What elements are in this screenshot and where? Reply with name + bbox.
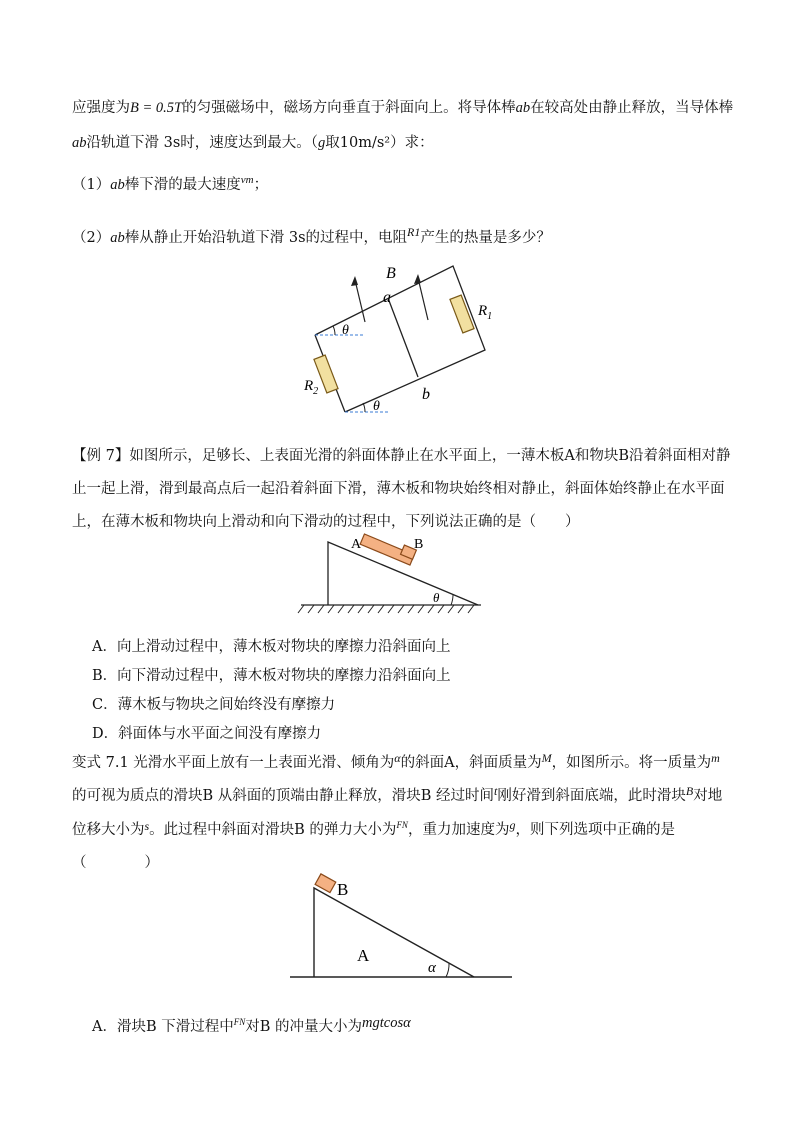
option-a: A．向上滑动过程中，薄木板对物块的摩擦力沿斜面向上 [92, 639, 451, 655]
b-arrow-2 [418, 278, 428, 320]
angle-arc-alpha [446, 963, 449, 977]
label-alpha: α [428, 960, 436, 976]
label-theta-2: θ [373, 399, 380, 414]
variant71-option-a: A．滑块B 下滑过程中$^{FN}$对B 的冲量大小为mgtcosα [92, 1015, 411, 1035]
label-r1: $R_1$ [478, 303, 493, 322]
var-vm: vm [240, 174, 254, 186]
problem6-line2: ab沿轨道下滑 3s时，速度达到最大。（g取10m/s²）求： [72, 135, 434, 151]
incline-figure-var71 [290, 868, 515, 983]
label-b-field: B [386, 265, 396, 282]
problem6-line1: 应强度为B = 0.5T的匀强磁场中，磁场方向垂直于斜面向上。将导体棒ab在较高处由静止释放，当导体棒 [72, 100, 734, 116]
variant71-line2: 的可视为质点的滑块B 从斜面的顶端由静止释放，滑块B 经过时间$^t$刚好滑到斜面底端，此时滑块$^B$对地 [72, 784, 723, 804]
option-b: B．向下滑动过程中，薄木板对物块的摩擦力沿斜面向上 [92, 668, 451, 684]
formula-b-field: B = 0.5T [130, 100, 183, 116]
angle-arc-1 [333, 326, 335, 335]
incline-figure-ex7 [296, 530, 486, 620]
example7-tag: 【例 7】 [72, 448, 130, 464]
var-r1: R1 [407, 225, 421, 239]
b-arrow-1 [355, 280, 365, 322]
ground-hatch [298, 605, 474, 613]
rod-ab [388, 298, 418, 377]
angle-arc-theta [451, 595, 453, 605]
label-theta: θ [433, 590, 440, 605]
label-r2: $R_2$ [304, 378, 319, 397]
example7-line3: 上，在薄木板和物块向上滑动和向下滑动的过程中，下列说法正确的是（ ） [72, 514, 580, 530]
label-theta-1: θ [342, 323, 349, 338]
incline-a [314, 888, 474, 977]
label-a: A [357, 946, 370, 965]
angle-arc-2 [363, 403, 365, 412]
label-b: B [414, 537, 424, 552]
option-d: D．斜面体与水平面之间没有摩擦力 [92, 726, 322, 742]
label-b: b [422, 386, 430, 403]
variant71-line1: 变式 7.1 光滑水平面上放有一上表面光滑、倾角为$^\alpha$的斜面A，斜面质量为$^M$，如图所示。将一质量为$^m$ [72, 751, 720, 771]
variant71-line4: （ ） [72, 855, 159, 871]
formula-impulse: mgtcosα [362, 1015, 411, 1031]
resistor-r1 [450, 295, 474, 333]
example7-line1: 【例 7】如图所示，足够长、上表面光滑的斜面体静止在水平面上，一薄木板A和物块B沿着斜面相对静 [72, 448, 731, 464]
example7-line2: 止一起上滑，滑到最高点后一起沿着斜面下滑，薄木板和物块始终相对静止，斜面体始终静止在水平面 [72, 481, 725, 497]
label-a: a [383, 289, 391, 306]
label-a: A [351, 537, 362, 552]
variant71-line3: 位移大小为$^s$。此过程中斜面对滑块B 的弹力大小为$^{FN}$，重力加速度为$^g$，则下列选项中正确的是 [72, 818, 675, 838]
question-1: （1）ab棒下滑的最大速度$^{vm}$； [72, 174, 269, 193]
rail-circuit-figure [290, 262, 520, 422]
question-2: （2）ab棒从静止开始沿轨道下滑 3s的过程中，电阻$^{R1}$产生的热量是多少？ [72, 225, 551, 246]
rail-top [315, 266, 485, 412]
label-b: B [337, 880, 349, 899]
option-c: C．薄木板与物块之间始终没有摩擦力 [92, 697, 336, 713]
